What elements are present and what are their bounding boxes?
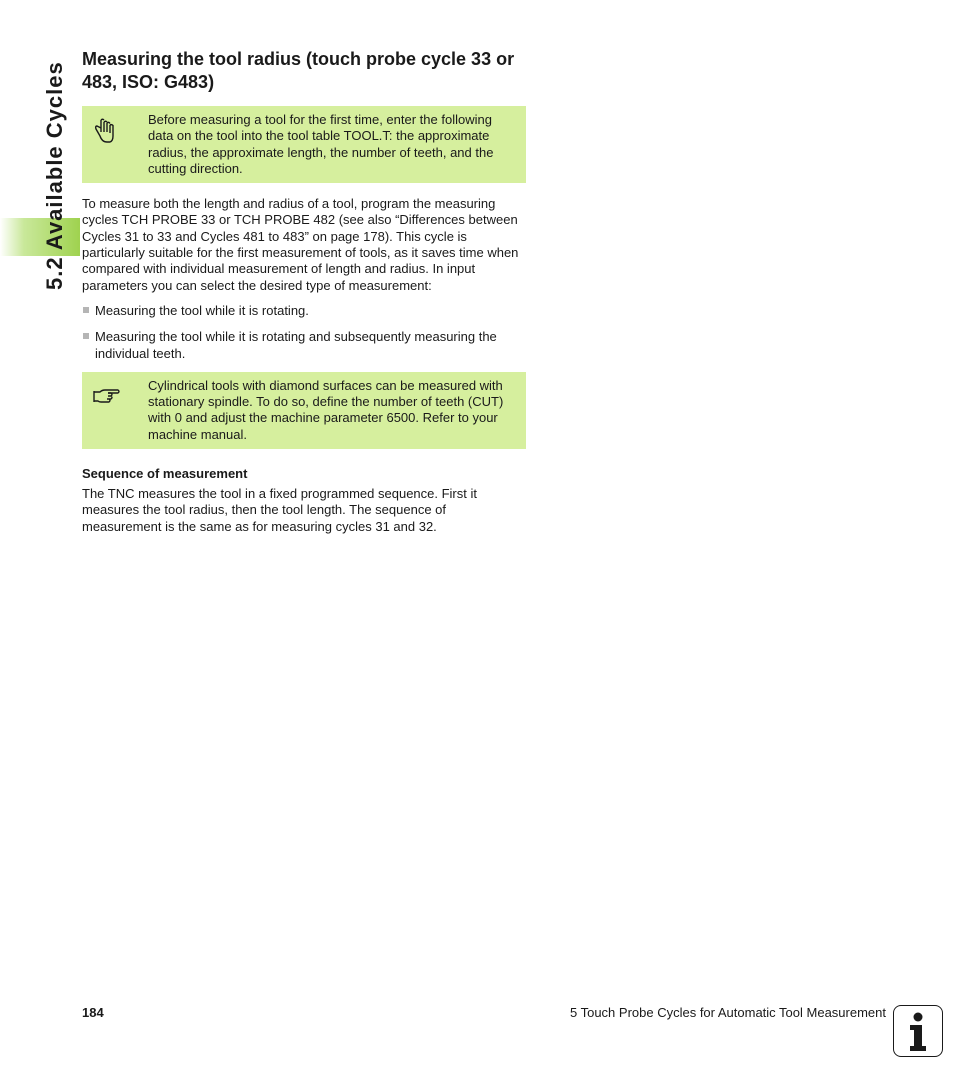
main-content (82, 48, 526, 535)
chapter-tab-highlight (0, 218, 80, 256)
list-item (82, 329, 526, 362)
side-chapter-tab (0, 0, 80, 330)
hand-pointing-icon (90, 116, 122, 148)
intro-paragraph: To measure both the length and radius of a tool, program the measuring cycles TCH PROBE 33 or TCH PROBE 482 (see also “Differences between Cycles 31 to 33 and Cycles 481 to 483” on page 178). This cycle is particularly suitable for the first measurement of tools, as it saves time when compared with individual measurement of length and radius. In input parameters you can select the desired type of measurement: (82, 196, 519, 293)
list-item (82, 303, 526, 319)
note-box-tool-data (82, 106, 526, 183)
sequence-heading: Sequence of measurement (82, 466, 248, 482)
info-icon (893, 1005, 943, 1057)
sequence-paragraph: The TNC measures the tool in a fixed programmed sequence. First it measures the tool radius, then the tool length. The sequence of measurement is the same as for measuring cycles 31 and 32. (82, 486, 477, 534)
section-title: Measuring the tool radius (touch probe cycle 33 or 483, ISO: G483) (82, 49, 515, 92)
list-item-text: Measuring the tool while it is rotating and subsequently measuring the individual teeth. (95, 329, 497, 361)
measurement-type-list (82, 303, 526, 362)
chapter-footer: 5 Touch Probe Cycles for Automatic Tool Measurement (569, 1005, 886, 1020)
pointing-hand-icon (90, 380, 122, 412)
note-box-diamond-tools (82, 372, 526, 449)
list-item-text: Measuring the tool while it is rotating. (95, 302, 309, 318)
page-number: 184 (82, 1005, 104, 1020)
note-text: Cylindrical tools with diamond surfaces can be measured with stationary spindle. To do so, define the number of teeth (CUT) with 0 and adjust the machine parameter 6500. Refer to your machine manual. (148, 377, 504, 442)
chapter-tab-label: 5.2 Available Cycles (42, 61, 67, 290)
bullet-square-icon (83, 307, 89, 313)
note-text: Before measuring a tool for the first time, enter the following data on the tool into the tool table TOOL.T: the approximate radius, the approximate length, the number of teeth, and the cutting direction. (148, 112, 494, 176)
bullet-square-icon (83, 333, 89, 339)
